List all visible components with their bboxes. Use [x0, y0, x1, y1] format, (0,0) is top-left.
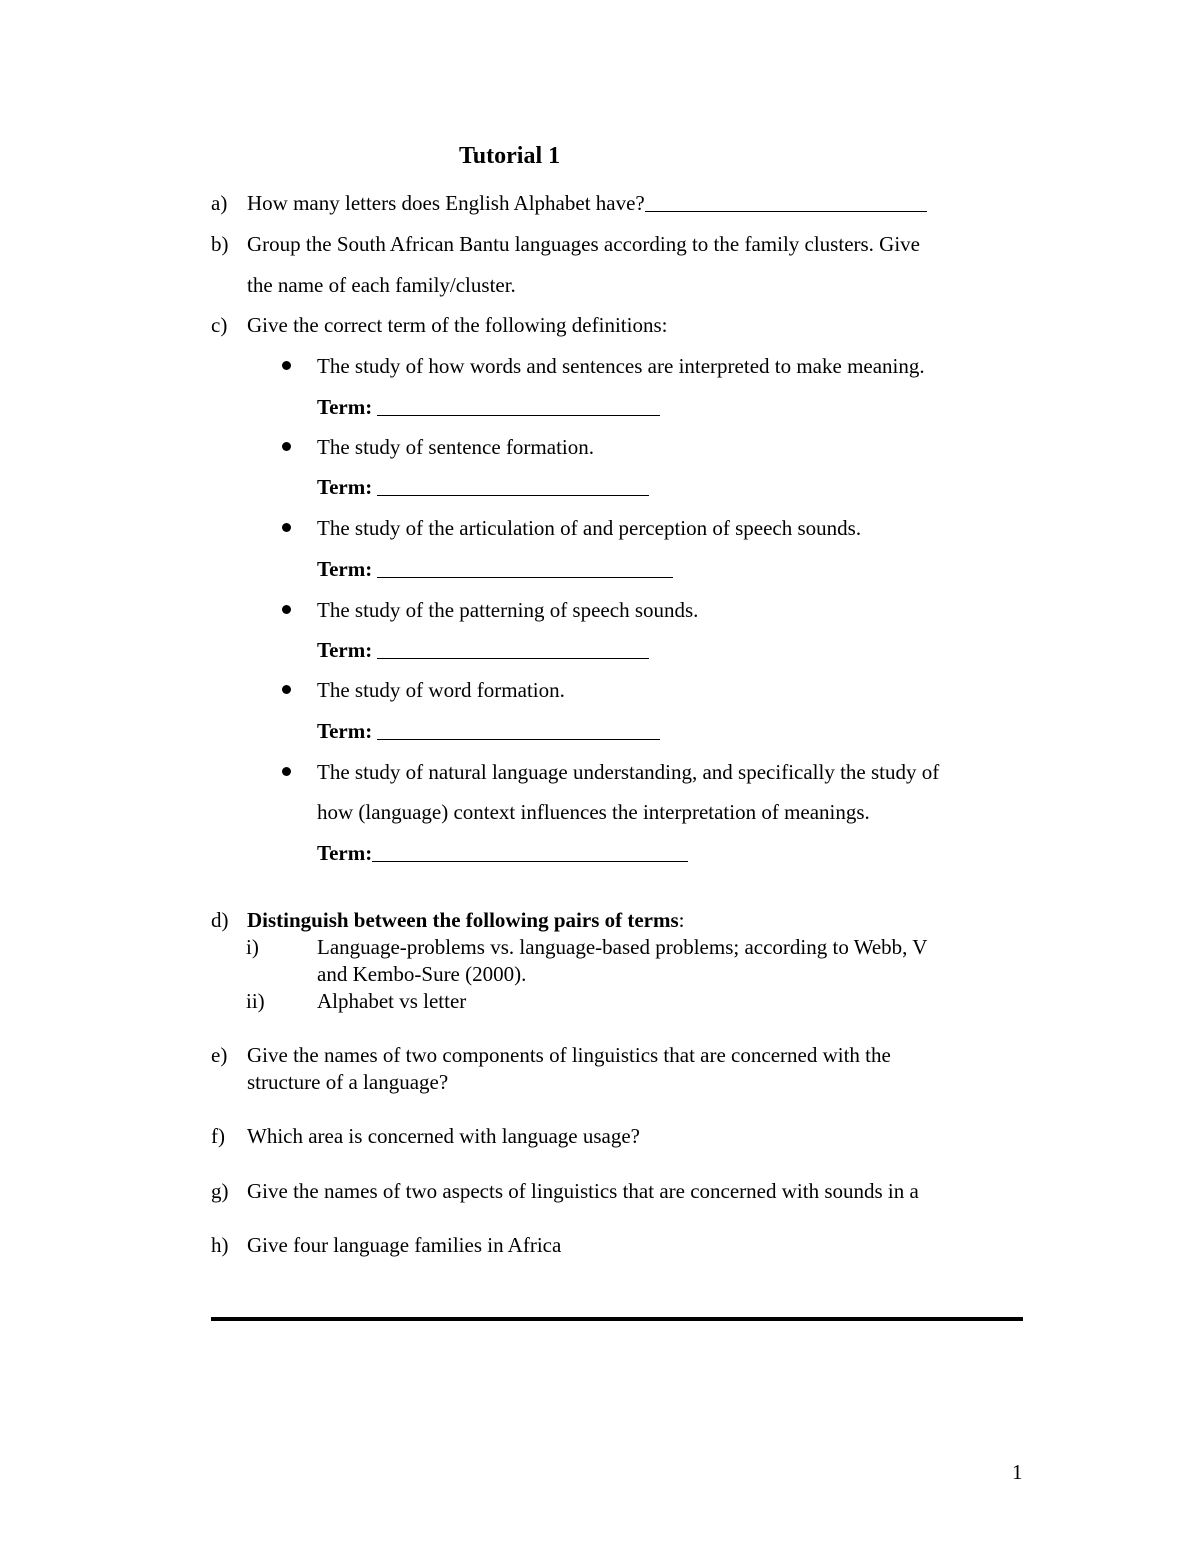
- answer-blank[interactable]: [377, 473, 649, 496]
- term-line: [317, 630, 649, 670]
- sub-item-label: ii): [246, 989, 265, 1013]
- bullet-icon: [282, 767, 291, 776]
- answer-blank[interactable]: [377, 717, 660, 740]
- definition-text: how (language) context influences the interpretation of meanings.: [317, 800, 870, 824]
- question-punct: :: [678, 908, 685, 932]
- question-text: Which area is concerned with language usage?: [247, 1124, 640, 1148]
- term-line: [317, 549, 673, 589]
- answer-blank[interactable]: [377, 555, 673, 578]
- question-text: How many letters does English Alphabet have?: [247, 191, 645, 215]
- bullet-icon: [282, 523, 291, 532]
- question-label: g): [211, 1179, 229, 1203]
- question-text: Distinguish between the following pairs of terms: [247, 908, 679, 932]
- page-title: Tutorial 1: [459, 143, 561, 169]
- question-text: Give the names of two components of linguistics that are concerned with the: [247, 1043, 891, 1067]
- term-line: [317, 387, 660, 427]
- question-text: the name of each family/cluster.: [247, 273, 516, 297]
- bullet-icon: [282, 605, 291, 614]
- term-label: Term:: [317, 719, 373, 743]
- question-text: Give four language families in Africa: [247, 1233, 562, 1257]
- question-text: Give the correct term of the following definitions:: [247, 313, 668, 337]
- term-label: Term:: [317, 475, 373, 499]
- question-label: b): [211, 232, 229, 256]
- divider-rule: [211, 1317, 1023, 1321]
- definition-text: The study of the articulation of and perception of speech sounds.: [317, 516, 862, 540]
- question-label: a): [211, 191, 228, 215]
- term-line: [317, 833, 688, 873]
- term-label: Term:: [317, 395, 373, 419]
- page-number: 1: [1012, 1460, 1023, 1484]
- question-text: structure of a language?: [247, 1070, 449, 1094]
- question-label: e): [211, 1043, 228, 1067]
- bullet-icon: [282, 361, 291, 370]
- question-text: Group the South African Bantu languages according to the family clusters. Give: [247, 232, 920, 256]
- question-label: h): [211, 1233, 229, 1257]
- bullet-icon: [282, 685, 291, 694]
- sub-item-text: and Kembo-Sure (2000).: [317, 962, 527, 986]
- definition-text: The study of sentence formation.: [317, 435, 594, 459]
- question-label: d): [211, 908, 229, 932]
- question-text: Give the names of two aspects of linguistics that are concerned with sounds in a: [247, 1179, 919, 1203]
- question-label: f): [211, 1124, 225, 1148]
- answer-blank[interactable]: [377, 636, 649, 659]
- sub-item-label: i): [246, 935, 259, 959]
- answer-blank[interactable]: [372, 839, 688, 862]
- definition-text: The study of the patterning of speech sounds.: [317, 598, 699, 622]
- definition-text: The study of word formation.: [317, 678, 565, 702]
- definition-text: The study of natural language understanding, and specifically the study of: [317, 760, 940, 784]
- definition-text: The study of how words and sentences are interpreted to make meaning.: [317, 354, 925, 378]
- answer-blank[interactable]: [377, 393, 660, 416]
- term-line: [317, 467, 649, 507]
- term-label: Term:: [317, 557, 373, 581]
- question-label: c): [211, 313, 228, 337]
- term-label: Term:: [317, 638, 373, 662]
- answer-blank[interactable]: [645, 189, 927, 212]
- sub-item-text: Alphabet vs letter: [317, 989, 467, 1013]
- sub-item-text: Language-problems vs. language-based problems; according to Webb, V: [317, 935, 928, 959]
- term-label: Term:: [317, 841, 373, 865]
- bullet-icon: [282, 442, 291, 451]
- term-line: [317, 711, 660, 751]
